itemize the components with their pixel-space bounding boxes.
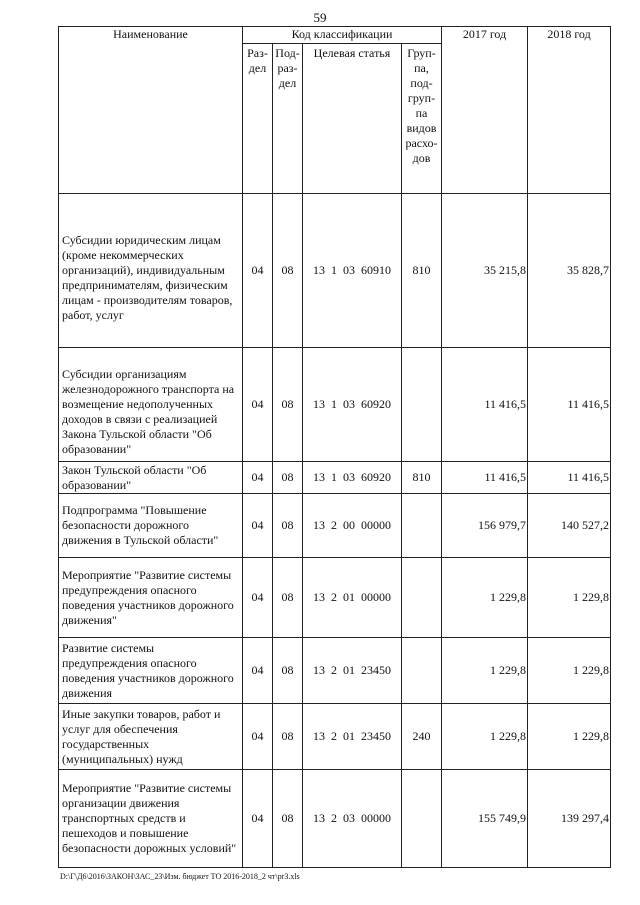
row-2017: 156 979,7: [442, 494, 528, 558]
row-razdel: 04: [243, 770, 273, 868]
row-target: 13 1 03 60920: [303, 462, 402, 494]
row-podrazdel: 08: [273, 558, 303, 638]
table-row: [59, 770, 611, 868]
row-2017: 1 229,8: [442, 704, 528, 770]
header-group: Груп- па, под- груп- па видов расхо- дов: [402, 44, 442, 194]
table-row: [59, 194, 611, 348]
row-2017: 1 229,8: [442, 558, 528, 638]
row-target: 13 2 01 23450: [303, 638, 402, 704]
row-target: 13 1 03 60920: [303, 348, 402, 462]
row-2018: 1 229,8: [528, 558, 611, 638]
row-2017: 1 229,8: [442, 638, 528, 704]
row-razdel: 04: [243, 704, 273, 770]
row-group: [402, 638, 442, 704]
row-razdel: 04: [243, 194, 273, 348]
row-2018: 139 297,4: [528, 770, 611, 868]
row-razdel: 04: [243, 494, 273, 558]
header-classification: Код классификации: [243, 27, 442, 44]
table-row: [59, 638, 611, 704]
row-podrazdel: 08: [273, 348, 303, 462]
row-podrazdel: 08: [273, 462, 303, 494]
row-2017: 11 416,5: [442, 348, 528, 462]
row-2018: 1 229,8: [528, 704, 611, 770]
row-2018: 11 416,5: [528, 462, 611, 494]
header-razdel: Раз- дел: [243, 44, 273, 194]
row-razdel: 04: [243, 348, 273, 462]
file-path-footer: D:\Г\Д6\2016\ЗАКОН\ЗАС_23\Изм. бюджет ТО 2016-2018_2 чт\pr3.xls: [60, 872, 300, 881]
header-target: Целевая статья: [303, 44, 402, 194]
row-name: Иные закупки товаров, работ и услуг для обеспечения государственных (муниципальных) нужд: [59, 704, 243, 770]
row-group: [402, 348, 442, 462]
row-podrazdel: 08: [273, 638, 303, 704]
row-2018: 1 229,8: [528, 638, 611, 704]
table-row: [59, 462, 611, 494]
table-row: [59, 348, 611, 462]
row-podrazdel: 08: [273, 704, 303, 770]
row-2018: 11 416,5: [528, 348, 611, 462]
row-target: 13 2 01 23450: [303, 704, 402, 770]
row-razdel: 04: [243, 558, 273, 638]
row-name: Мероприятие "Развитие системы предупреждения опасного поведения участников дорожного движения": [59, 558, 243, 638]
row-razdel: 04: [243, 638, 273, 704]
row-group: 810: [402, 194, 442, 348]
header-2018: 2018 год: [528, 27, 611, 194]
row-target: 13 2 03 00000: [303, 770, 402, 868]
row-name: Субсидии юридическим лицам (кроме некоммерческих организаций), индивидуальным предпринимателям, физическим лицам - производителям товаров, работ, услуг: [59, 194, 243, 348]
row-name: Закон Тульской области "Об образовании": [59, 462, 243, 494]
table-row: [59, 558, 611, 638]
row-podrazdel: 08: [273, 494, 303, 558]
row-target: 13 1 03 60910: [303, 194, 402, 348]
row-2017: 155 749,9: [442, 770, 528, 868]
row-2018: 35 828,7: [528, 194, 611, 348]
row-name: Подпрограмма "Повышение безопасности дорожного движения в Тульской области": [59, 494, 243, 558]
table-row: [59, 494, 611, 558]
row-razdel: 04: [243, 462, 273, 494]
page-number: 59: [313, 10, 327, 25]
row-group: [402, 558, 442, 638]
row-2017: 35 215,8: [442, 194, 528, 348]
row-group: [402, 494, 442, 558]
row-name: Развитие системы предупреждения опасного поведения участников дорожного движения: [59, 638, 243, 704]
header-name: Наименование: [59, 27, 243, 194]
table-row: [59, 704, 611, 770]
row-group: 810: [402, 462, 442, 494]
row-name: Субсидии организациям железнодорожного транспорта на возмещение недополученных доходов в связи с реализацией Закона Тульской области "Об образовании": [59, 348, 243, 462]
row-podrazdel: 08: [273, 770, 303, 868]
row-target: 13 2 00 00000: [303, 494, 402, 558]
row-target: 13 2 01 00000: [303, 558, 402, 638]
header-2017: 2017 год: [442, 27, 528, 194]
row-group: 240: [402, 704, 442, 770]
row-name: Мероприятие "Развитие системы организации движения транспортных средств и пешеходов и повышение безопасности дорожных условий": [59, 770, 243, 868]
row-2018: 140 527,2: [528, 494, 611, 558]
budget-table: [58, 26, 611, 868]
header-podrazdel: Под- раз- дел: [273, 44, 303, 194]
row-group: [402, 770, 442, 868]
row-2017: 11 416,5: [442, 462, 528, 494]
row-podrazdel: 08: [273, 194, 303, 348]
